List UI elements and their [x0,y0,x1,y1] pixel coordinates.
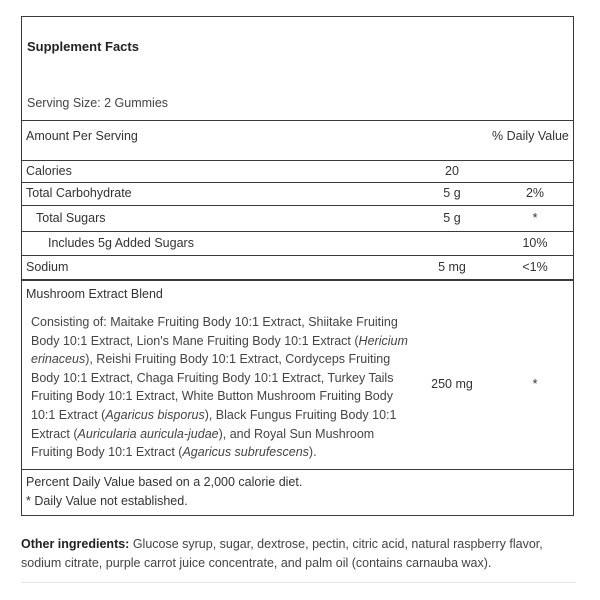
nutrient-amount: 5 mg [438,260,466,274]
nutrient-row [22,206,573,232]
header-row [22,120,573,161]
nutrient-amount: 5 g [443,186,461,200]
panel-title-area [22,17,573,121]
nutrient-name: Total Sugars [36,211,106,225]
nutrient-name: Total Carbohydrate [26,186,132,200]
panel-title: Supplement Facts [27,39,139,54]
divider [21,582,576,583]
blend-row [22,281,573,470]
nutrient-row [22,161,573,183]
blend-amount: 250 mg [431,377,473,391]
nutrient-dv: 10% [522,236,548,250]
serving-size: Serving Size: 2 Gummies [27,96,169,110]
amount-per-serving-label: Amount Per Serving [26,129,138,143]
other-ingredients-text: Glucose syrup, sugar, dextrose, pectin, citric acid, natural raspberry flavor, sodium citrate, purple carrot juice concentrate, and palm oil (contains carnauba wax). [21,537,543,570]
nutrient-amount: 20 [445,164,459,178]
nutrient-name: Sodium [26,260,69,274]
other-ingredients-label: Other ingredients: [21,537,130,551]
footnote-daily-value-basis: Percent Daily Value based on a 2,000 calorie diet. [26,475,303,489]
other-ingredients [21,535,576,572]
supplement-facts-panel [21,16,574,516]
blend-description: Consisting of: Maitake Fruiting Body 10:1 Extract, Shiitake Fruiting Body 10:1 Extract, Lion's Mane Fruiting Body 10:1 Extract (Hericium erinaceus), Reishi Fruiting Body 10:1 Extract, Cordyceps Fruiting Body 10:1 Extract, Chaga Fruiting Body 10:1 Extract, Turkey Tails Fruiting Body 10:1 Extract, White Button Mushroom Fruiting Body 10:1 Extract (Agaricus bisporus), Black Fungus Fruiting Body 10:1 Extract (Auricularia auricula-judae), and Royal Sun Mushroom Fruiting Body 10:1 Extract (Agaricus subrufescens). [31,315,408,460]
footnote-not-established: * Daily Value not established. [26,494,188,508]
nutrient-name: Calories [26,164,72,178]
nutrient-row [22,183,573,206]
nutrient-dv: <1% [522,260,548,274]
blend-dv: * [532,377,538,391]
nutrient-row [22,256,573,281]
nutrient-name: Includes 5g Added Sugars [48,236,194,250]
blend-name: Mushroom Extract Blend [26,287,163,301]
daily-value-label: % Daily Value [492,129,569,143]
nutrient-dv: 2% [525,186,545,200]
nutrient-dv: * [532,211,538,225]
nutrient-amount: 5 g [443,211,461,225]
nutrient-row [22,232,573,256]
